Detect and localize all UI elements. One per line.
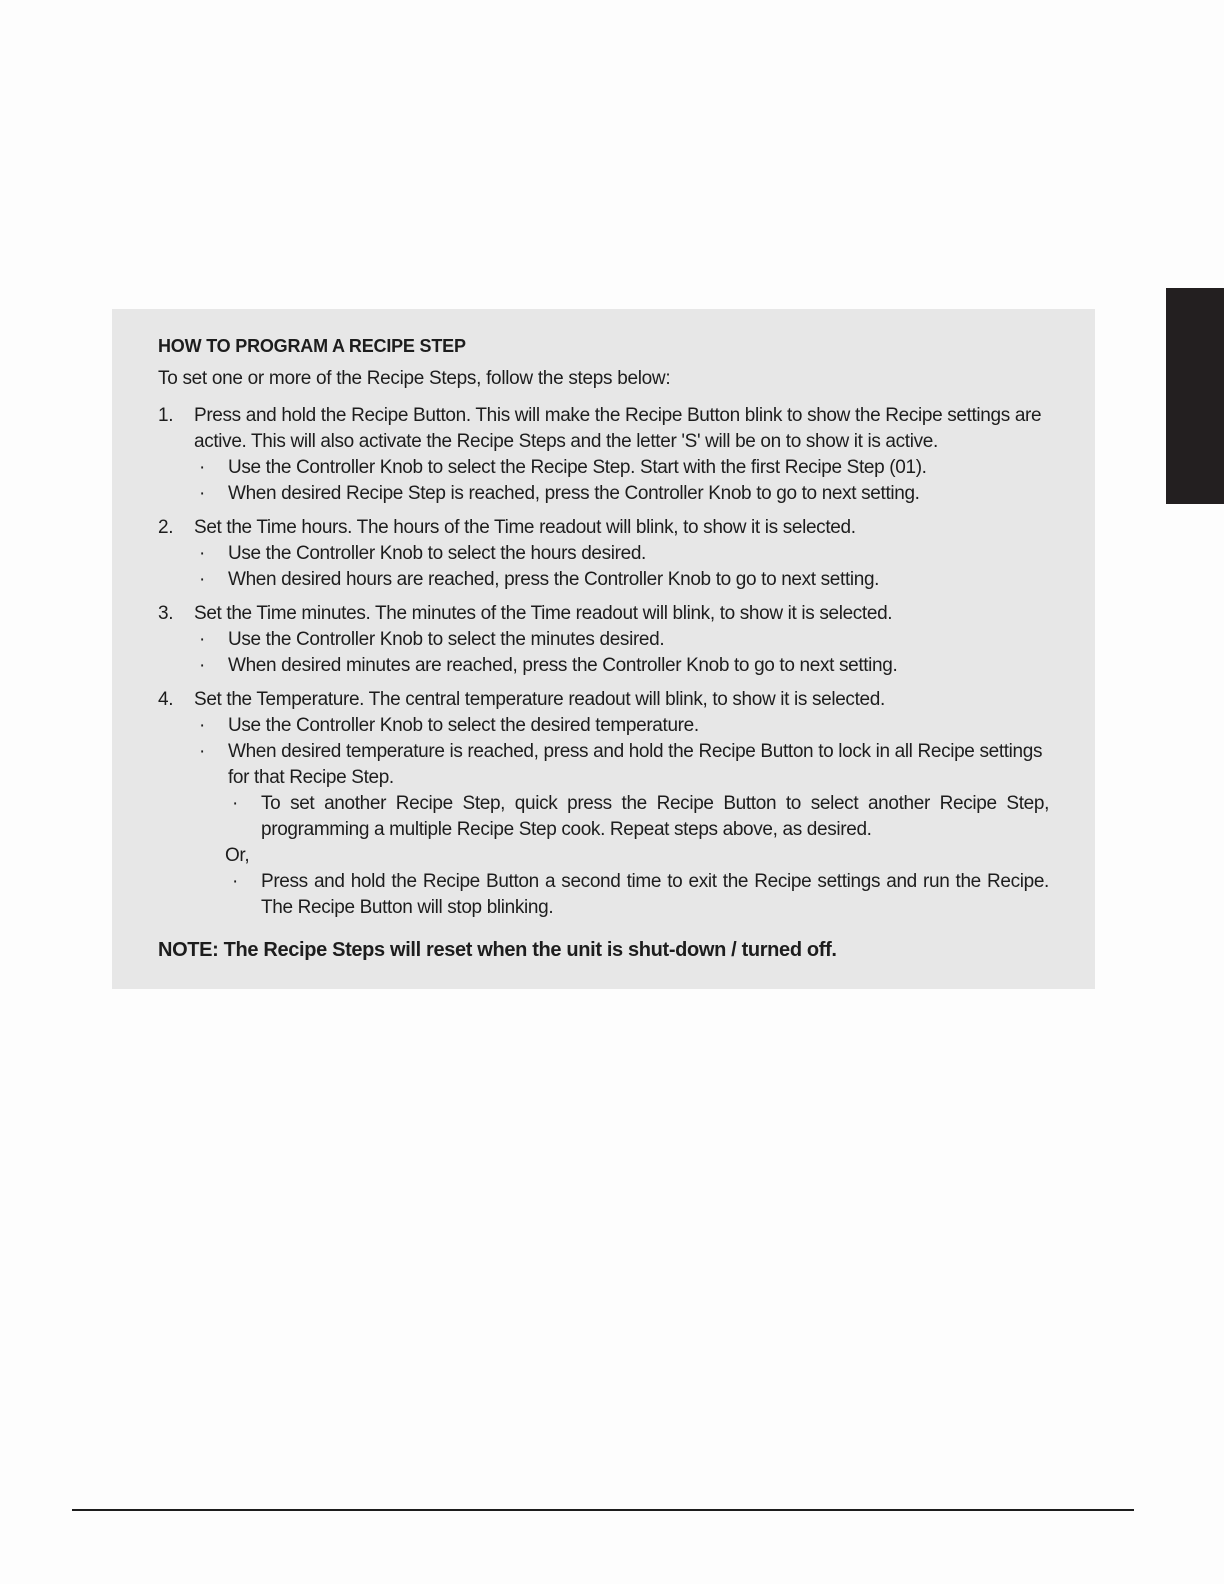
footer-rule [72, 1509, 1134, 1511]
step-number: 3. [158, 603, 174, 624]
bullet-item [194, 653, 1049, 679]
step-4 [158, 687, 1049, 921]
step-number: 1. [158, 405, 174, 426]
bullet-text: Use the Controller Knob to select the hours desired. [228, 543, 646, 564]
bullet-item [194, 567, 1049, 593]
bullet-dot: · [199, 715, 205, 736]
sub-bullet-text: Press and hold the Recipe Button a second time to exit the Recipe settings and run the Recipe. The Recipe Button will stop blinking. [261, 871, 1049, 918]
step-1 [158, 403, 1049, 507]
bullet-dot: · [199, 457, 205, 478]
bullet-dot: · [199, 569, 205, 590]
bullet-text: When desired minutes are reached, press the Controller Knob to go to next setting. [228, 655, 898, 676]
bullet-dot: · [199, 741, 205, 762]
bullet-item [194, 541, 1049, 567]
bullet-item [194, 627, 1049, 653]
bullet-dot: · [199, 655, 205, 676]
bullet-text: Use the Controller Knob to select the desired temperature. [228, 715, 699, 736]
sub-bullet-item [194, 869, 1049, 921]
bullet-text: When desired hours are reached, press the Controller Knob to go to next setting. [228, 569, 880, 590]
bullet-text: When desired Recipe Step is reached, press the Controller Knob to go to next setting. [228, 483, 920, 504]
instruction-panel [112, 309, 1095, 989]
bullet-dot: · [199, 483, 205, 504]
bullet-dot: · [232, 871, 238, 892]
section-tab [1166, 288, 1224, 504]
or-text: Or, [225, 845, 250, 866]
bullet-item [194, 713, 1049, 739]
bullet-dot: · [232, 793, 238, 814]
bullet-item [194, 481, 1049, 507]
bullet-item [194, 739, 1049, 791]
step-3 [158, 601, 1049, 679]
bullet-text: Use the Controller Knob to select the minutes desired. [228, 629, 665, 650]
step-text: Set the Temperature. The central temperature readout will blink, to show it is selected. [194, 689, 885, 710]
step-2 [158, 515, 1049, 593]
bullet-text: When desired temperature is reached, press and hold the Recipe Button to lock in all Recipe settings for that Recipe Step. [228, 741, 1043, 788]
step-text: Set the Time hours. The hours of the Time readout will blink, to show it is selected. [194, 517, 856, 538]
bullet-dot: · [199, 543, 205, 564]
section-heading: HOW TO PROGRAM A RECIPE STEP [158, 336, 466, 356]
step-number: 4. [158, 689, 174, 710]
reset-note: NOTE: The Recipe Steps will reset when the unit is shut-down / turned off. [158, 939, 837, 961]
step-number: 2. [158, 517, 174, 538]
sub-bullet-text: To set another Recipe Step, quick press the Recipe Button to select another Recipe Step, programming a multiple Recipe Step cook. Repeat steps above, as desired. [261, 793, 1049, 840]
bullet-dot: · [199, 629, 205, 650]
bullet-text: Use the Controller Knob to select the Recipe Step. Start with the first Recipe Step (01). [228, 457, 927, 478]
sub-bullet-item [194, 791, 1049, 843]
step-text: Press and hold the Recipe Button. This will make the Recipe Button blink to show the Recipe settings are active. This will also activate the Recipe Steps and the letter 'S' will be on to show it is active. [194, 405, 1042, 452]
step-text: Set the Time minutes. The minutes of the Time readout will blink, to show it is selected. [194, 603, 893, 624]
bullet-item [194, 455, 1049, 481]
intro-text: To set one or more of the Recipe Steps, follow the steps below: [158, 368, 671, 389]
